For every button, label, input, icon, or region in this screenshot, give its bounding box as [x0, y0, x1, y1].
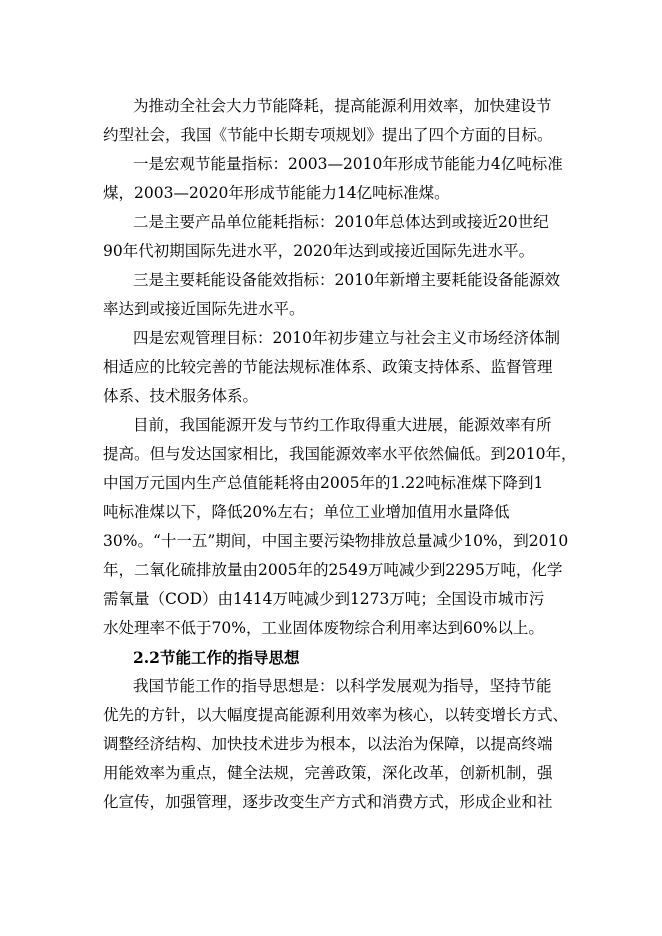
text-line: 用能效率为重点，健全法规，完善政策，深化改革，创新机制，强 — [103, 764, 553, 782]
text-line: 吨标准煤以下，降低20%左右；单位工业增加值用水量降低 — [103, 503, 510, 521]
paragraph-guiding-thought — [103, 672, 582, 817]
text-line: 四是宏观管理目标：2010年初步建立与社会主义市场经济体制 — [133, 329, 560, 347]
paragraph-current-status — [103, 411, 582, 643]
text-line: 约型社会，我国《节能中长期专项规划》提出了四个方面的目标。 — [103, 126, 553, 144]
text-line: 目前，我国能源开发与节约工作取得重大进展，能源效率有所 — [133, 416, 552, 434]
paragraph-goal-1 — [103, 150, 582, 208]
text-line: 调整经济结构、加快技术进步为根本，以法治为保障，以提高终端 — [103, 735, 553, 753]
text-line: 水处理率不低于70%，工业固体废物综合利用率达到60%以上。 — [103, 619, 544, 637]
text-line: 提高。但与发达国家相比，我国能源效率水平依然偏低。到2010年， — [103, 445, 577, 463]
text-line: 90年代初期国际先进水平，2020年达到或接近国际先进水平。 — [103, 242, 535, 260]
text-line: 体系、技术服务体系。 — [103, 387, 259, 405]
text-line: 年，二氧化硫排放量由2005年的2549万吨减少到2295万吨，化学 — [103, 561, 563, 579]
text-line: 三是主要耗能设备能效指标：2010年新增主要耗能设备能源效 — [133, 271, 560, 289]
text-line: 煤，2003—2020年形成节能能力14亿吨标准煤。 — [103, 184, 450, 202]
text-line: 中国万元国内生产总值能耗将由2005年的1.22吨标准煤下降到1 — [103, 474, 544, 492]
text-line: 30%。“十一五”期间，中国主要污染物排放总量减少10%，到2010 — [103, 532, 569, 550]
text-line: 为推动全社会大力节能降耗，提高能源利用效率，加快建设节 — [133, 97, 552, 115]
paragraph-goal-3 — [103, 266, 582, 324]
paragraph-goal-2 — [103, 208, 582, 266]
text-line: 一是宏观节能量指标：2003—2010年形成节能能力4亿吨标准 — [133, 155, 563, 173]
paragraph-goal-4 — [103, 324, 582, 411]
text-line: 率达到或接近国际先进水平。 — [103, 300, 305, 318]
section-heading: 2.2节能工作的指导思想 — [133, 648, 300, 667]
text-line: 我国节能工作的指导思想是：以科学发展观为指导，坚持节能 — [133, 677, 552, 695]
paragraph-intro — [103, 92, 582, 150]
text-line: 优先的方针，以大幅度提高能源利用效率为核心，以转变增长方式、 — [103, 706, 569, 724]
text-line: 二是主要产品单位能耗指标：2010年总体达到或接近20世纪 — [133, 213, 549, 231]
text-line: 相适应的比较完善的节能法规标准体系、政策支持体系、监督管理 — [103, 358, 553, 376]
text-line: 化宣传，加强管理，逐步改变生产方式和消费方式，形成企业和社 — [103, 793, 553, 811]
text-line: 需氧量（COD）由1414万吨减少到1273万吨；全国设市城市污 — [103, 590, 545, 608]
